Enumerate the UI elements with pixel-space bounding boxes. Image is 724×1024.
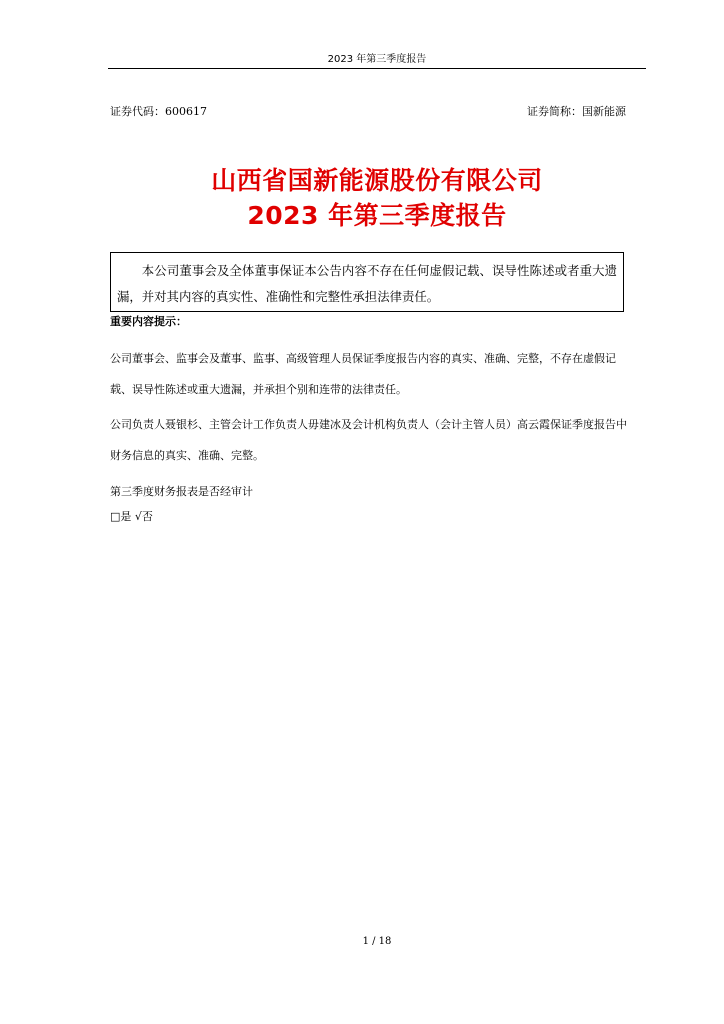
- board-notice-text: 本公司董事会及全体董事保证本公告内容不存在任何虚假记载、误导性陈述或者重大遗漏，并对其内容的真实性、准确性和完整性承担法律责任。: [117, 263, 617, 304]
- important-notes-heading: 重要内容提示：: [110, 315, 187, 328]
- officers-guarantee-paragraph: 公司负责人聂银杉、主管会计工作负责人毋建冰及会计机构负责人（会计主管人员）高云霞保证季度报告中财务信息的真实、准确、完整。: [110, 418, 627, 462]
- stock-abbreviation: 证券简称：国新能源: [527, 105, 626, 118]
- running-header: 2023 年第三季度报告: [327, 54, 427, 65]
- header-rule: [108, 68, 646, 69]
- audit-answer: □是 √否: [110, 510, 153, 523]
- page-number: 1 / 18: [362, 936, 392, 947]
- stock-code: 证券代码：600617: [110, 105, 207, 118]
- stock-meta-row: [110, 105, 626, 119]
- report-title: 2023 年第三季度报告: [247, 201, 507, 230]
- audit-question: 第三季度财务报表是否经审计: [110, 485, 253, 498]
- company-title: 山西省国新能源股份有限公司: [211, 166, 543, 195]
- board-guarantee-paragraph: 公司董事会、监事会及董事、监事、高级管理人员保证季度报告内容的真实、准确、完整，不存在虚假记载、误导性陈述或重大遗漏，并承担个别和连带的法律责任。: [110, 352, 616, 396]
- board-notice-box: [110, 252, 624, 312]
